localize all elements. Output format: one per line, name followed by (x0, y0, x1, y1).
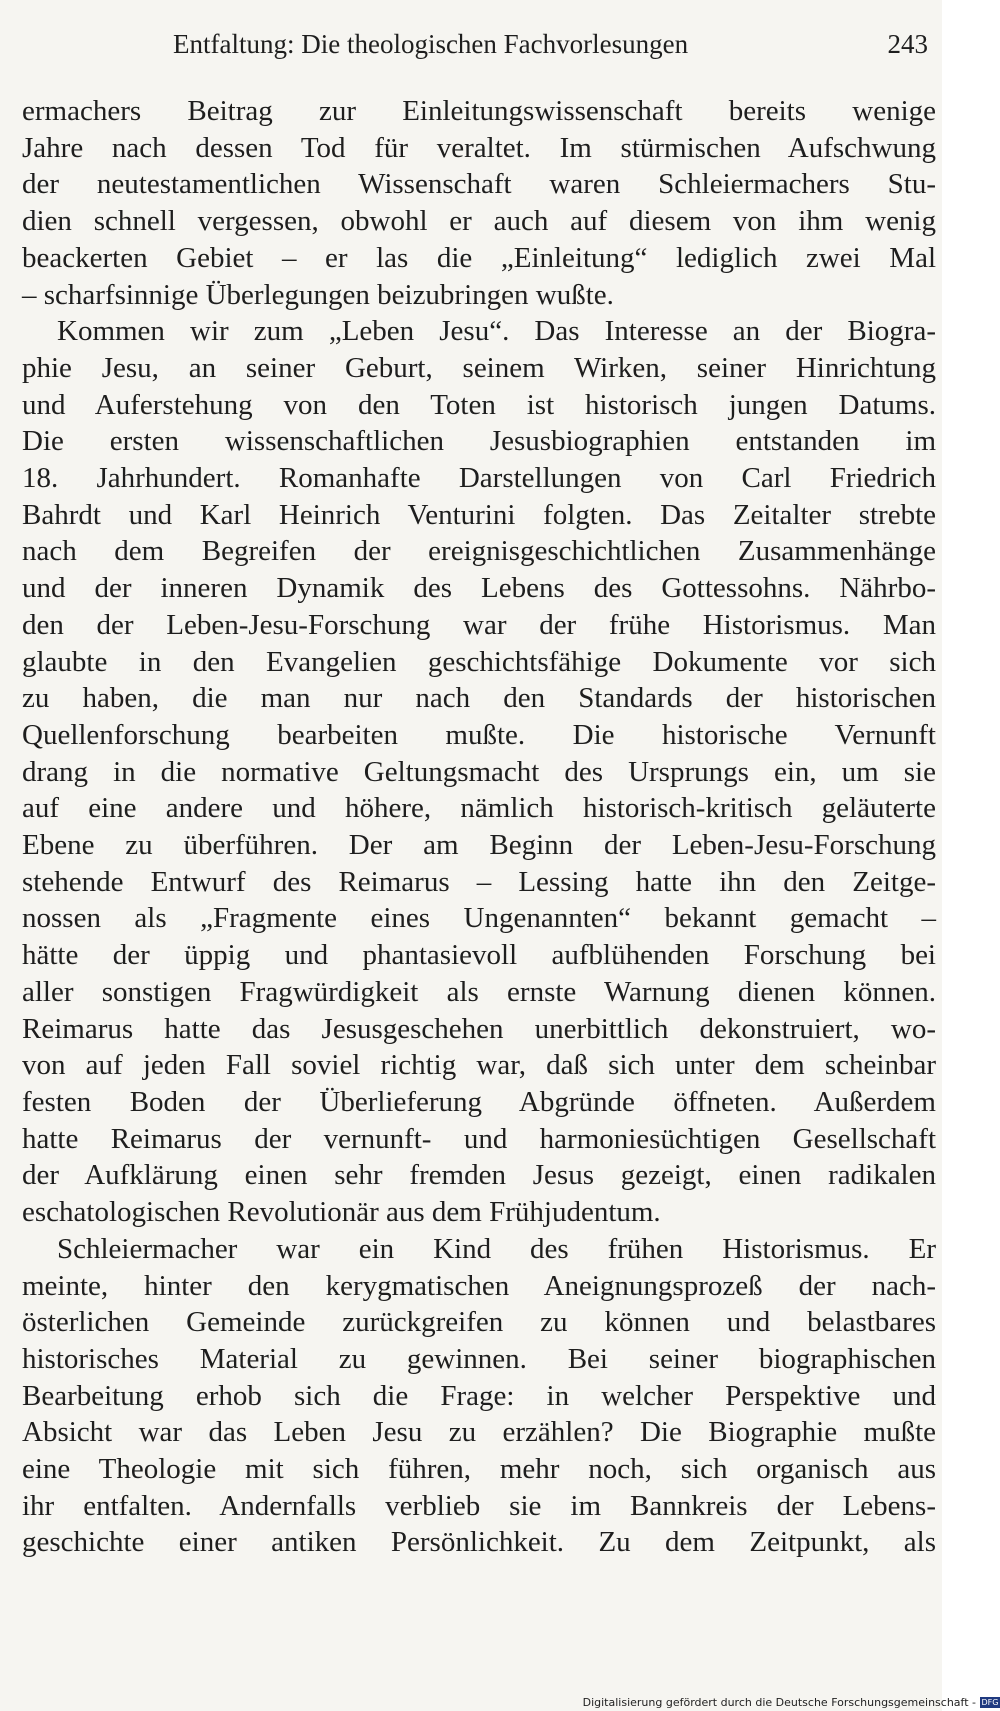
text-line: der Aufklärung einen sehr fremden Jesus gezeigt, einen radikalen (22, 1159, 936, 1192)
text-line: drang in die normative Geltungsmacht des Ursprungs ein, um sie (22, 755, 936, 788)
body-text (22, 93, 936, 1561)
text-line: ermachers Beitrag zur Einleitungswissenschaft bereits wenige (22, 95, 936, 127)
text-line: – scharfsinnige Überlegungen beizubringen wußte. (22, 278, 614, 311)
text-line: Jahre nach dessen Tod für veraltet. Im stürmischen Aufschwung (22, 131, 936, 164)
text-line: und Auferstehung von den Toten ist historisch jungen Datums. (22, 388, 936, 421)
running-head (173, 27, 933, 61)
text-line: historisches Material zu gewinnen. Bei seiner biographischen (22, 1342, 936, 1375)
text-line: Ebene zu überführen. Der am Beginn der Leben-Jesu-Forschung (22, 829, 936, 862)
digitization-footer (583, 1696, 1000, 1709)
text-line: nach dem Begreifen der ereignisgeschichtlichen Zusammenhänge (22, 535, 936, 568)
text-line: Bearbeitung erhob sich die Frage: in welcher Perspektive und (22, 1379, 936, 1412)
text-line: Die ersten wissenschaftlichen Jesusbiographien entstanden im (22, 425, 936, 458)
text-line: Bahrdt und Karl Heinrich Venturini folgten. Das Zeitalter strebte (22, 498, 936, 531)
text-line: hätte der üppig und phantasievoll aufblühenden Forschung bei (22, 939, 936, 972)
text-line: ihr entfalten. Andernfalls verblieb sie im Bannkreis der Lebens- (22, 1489, 936, 1522)
text-line: Quellenforschung bearbeiten mußte. Die historische Vernunft (22, 718, 936, 751)
text-line: von auf jeden Fall soviel richtig war, daß sich unter dem scheinbar (22, 1049, 936, 1082)
text-line: glaubte in den Evangelien geschichtsfähige Dokumente vor sich (22, 645, 936, 678)
text-line: eine Theologie mit sich führen, mehr noch, sich organisch aus (22, 1453, 936, 1486)
text-line: den der Leben-Jesu-Forschung war der frühe Historismus. Man (22, 608, 936, 641)
text-line: nossen als „Fragmente eines Ungenannten“ bekannt gemacht – (22, 902, 936, 935)
text-line: dien schnell vergessen, obwohl er auch auf diesem von ihm wenig (22, 205, 936, 238)
running-head-title: Entfaltung: Die theologischen Fachvorlesungen (173, 29, 689, 59)
text-line: Absicht war das Leben Jesu zu erzählen? Die Biographie mußte (22, 1416, 936, 1449)
text-line: geschichte einer antiken Persönlichkeit. Zu dem Zeitpunkt, als (22, 1526, 936, 1559)
text-line: festen Boden der Überlieferung Abgründe öffneten. Außerdem (22, 1085, 936, 1118)
text-line: und der inneren Dynamik des Lebens des Gottessohns. Nährbo- (22, 572, 936, 605)
footer-text: Digitalisierung gefördert durch die Deutsche Forschungsgemeinschaft - (582, 1696, 976, 1709)
text-line: auf eine andere und höhere, nämlich historisch-kritisch geläuterte (22, 792, 936, 825)
text-line: beackerten Gebiet – er las die „Einleitung“ lediglich zwei Mal (22, 241, 936, 274)
text-line: österlichen Gemeinde zurückgreifen zu können und belastbares (22, 1306, 936, 1339)
text-line: meinte, hinter den kerygmatischen Aneignungsprozeß der nach- (22, 1269, 936, 1302)
text-line: eschatologischen Revolutionär aus dem Frühjudentum. (22, 1196, 661, 1229)
text-line: der neutestamentlichen Wissenschaft waren Schleiermachers Stu- (22, 168, 936, 201)
text-line: 18. Jahrhundert. Romanhafte Darstellungen von Carl Friedrich (22, 462, 936, 495)
dfg-logo-icon: DFG (981, 1698, 999, 1707)
text-line: Schleiermacher war ein Kind des frühen Historismus. Er (57, 1232, 936, 1265)
text-line: hatte Reimarus der vernunft- und harmoniesüchtigen Gesellschaft (22, 1122, 936, 1155)
text-line: Reimarus hatte das Jesusgeschehen unerbittlich dekonstruiert, wo- (22, 1012, 936, 1045)
page-number: 243 (887, 29, 928, 59)
text-line: Kommen wir zum „Leben Jesu“. Das Interesse an der Biogra- (57, 315, 936, 348)
text-line: phie Jesu, an seiner Geburt, seinem Wirken, seiner Hinrichtung (22, 351, 936, 384)
text-line: zu haben, die man nur nach den Standards der historischen (22, 682, 936, 715)
scan-margin (942, 0, 1000, 1711)
text-line: stehende Entwurf des Reimarus – Lessing hatte ihn den Zeitge- (22, 865, 936, 898)
text-line: aller sonstigen Fragwürdigkeit als ernste Warnung dienen können. (22, 975, 936, 1008)
